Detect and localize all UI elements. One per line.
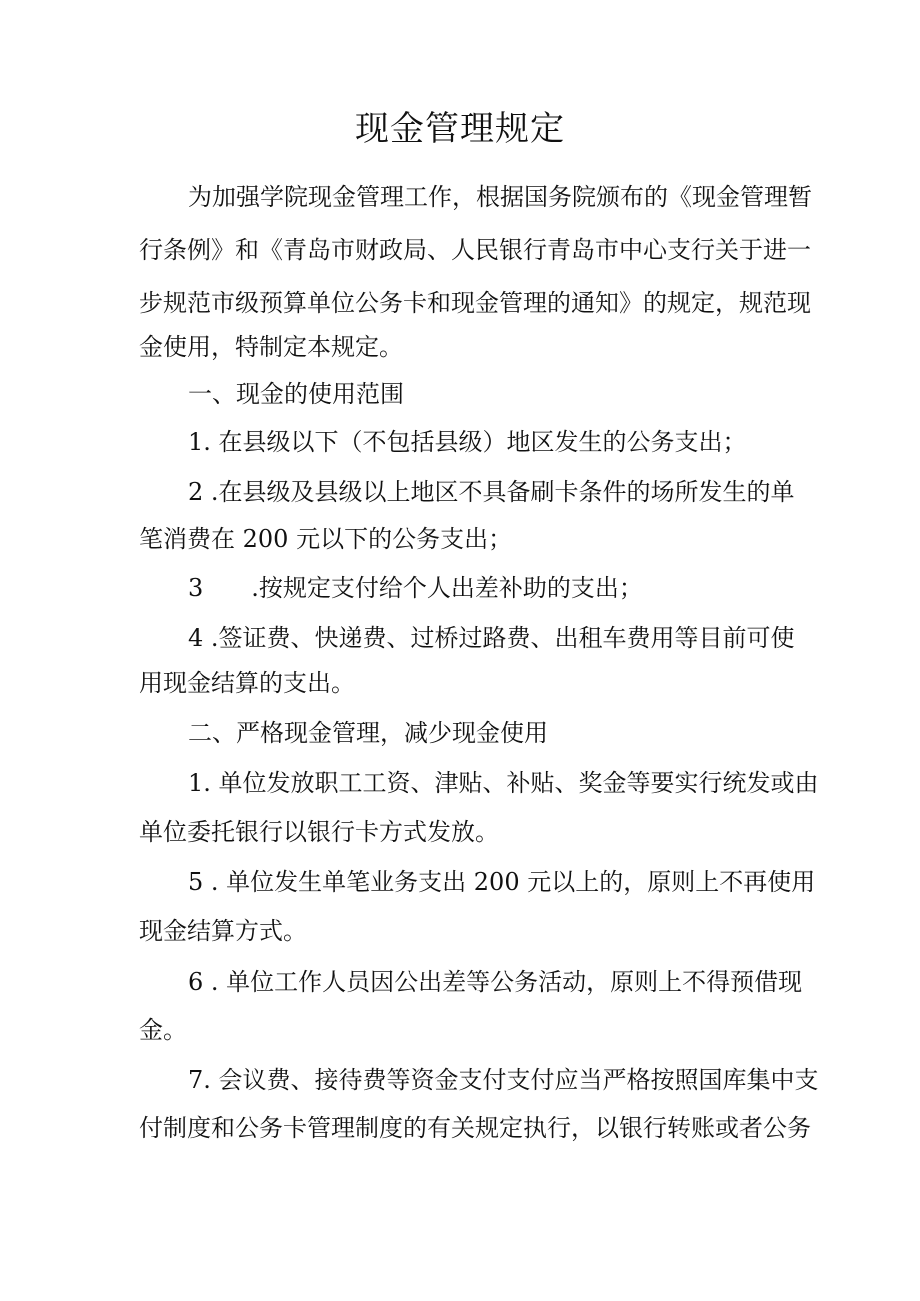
list-item-continuation: 用现金结算的支出。 <box>139 669 355 697</box>
list-item-continuation: 金。 <box>139 1016 187 1044</box>
section-heading: 二、严格现金管理，减少现金使用 <box>188 719 548 747</box>
list-item: 3 .按规定支付给个人出差补助的支出； <box>188 574 643 602</box>
list-item-continuation: 单位委托银行以银行卡方式发放。 <box>139 818 499 846</box>
list-item-continuation: 现金结算方式。 <box>139 917 307 945</box>
list-item: 1. 在县级以下（不包括县级）地区发生的公务支出； <box>188 428 747 456</box>
list-item: 6 . 单位工作人员因公出差等公务活动，原则上不得预借现 <box>188 968 803 996</box>
paragraph-line: 金使用，特制定本规定。 <box>139 333 403 361</box>
list-item-continuation: 付制度和公务卡管理制度的有关规定执行，以银行转账或者公务 <box>139 1114 811 1142</box>
paragraph-line: 行条例》和《青岛市财政局、人民银行青岛市中心支行关于进一 <box>139 236 811 264</box>
list-item-continuation: 笔消费在 200 元以下的公务支出； <box>139 525 513 553</box>
paragraph-line: 步规范市级预算单位公务卡和现金管理的通知》的规定，规范现 <box>139 289 811 317</box>
section-heading: 一、现金的使用范围 <box>188 380 404 408</box>
list-item: 4 .签证费、快递费、过桥过路费、出租车费用等目前可使 <box>188 624 795 652</box>
list-item: 7. 会议费、接待费等资金支付支付应当严格按照国库集中支 <box>188 1066 819 1094</box>
paragraph-line: 为加强学院现金管理工作，根据国务院颁布的《现金管理暂 <box>188 183 812 211</box>
list-item: 1. 单位发放职工工资、津贴、补贴、奖金等要实行统发或由 <box>188 769 819 797</box>
document-title: 现金管理规定 <box>355 109 565 149</box>
list-item: 2 .在县级及县级以上地区不具备刷卡条件的场所发生的单 <box>188 478 795 506</box>
list-item: 5 . 单位发生单笔业务支出 200 元以上的，原则上不再使用 <box>188 868 816 896</box>
